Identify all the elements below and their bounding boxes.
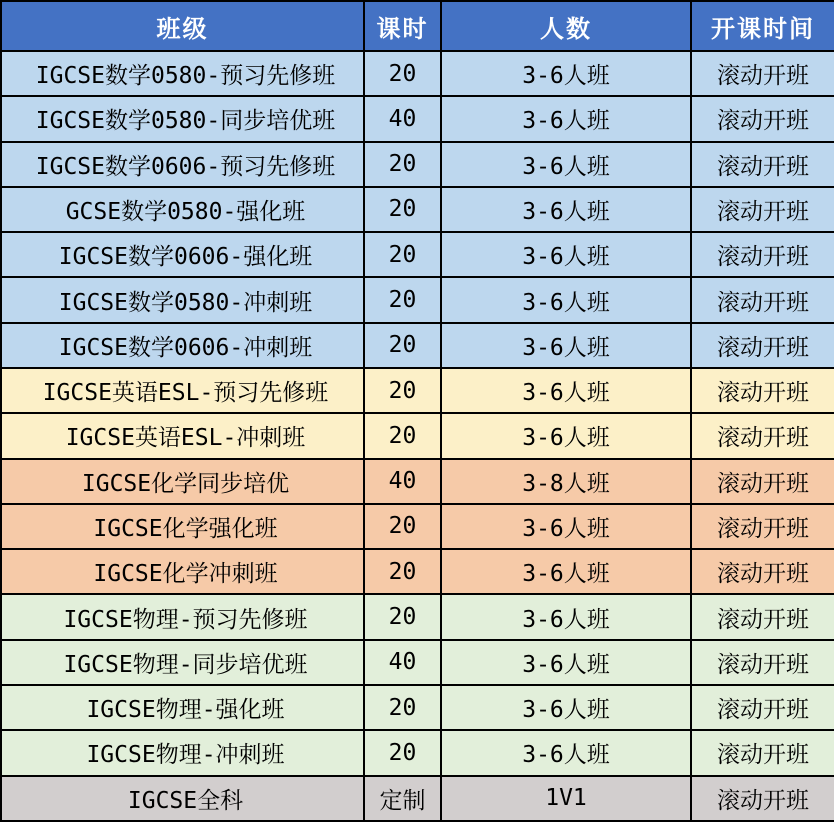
header-cell-start-time: 开课时间 (691, 1, 834, 51)
cell-class-name: IGCSE物理-预习先修班 (1, 594, 364, 639)
table-row (1, 640, 834, 685)
cell-hours: 40 (364, 640, 441, 685)
table-row (1, 96, 834, 141)
table-row (1, 142, 834, 187)
cell-class-size: 3-6人班 (441, 594, 691, 639)
cell-hours: 定制 (364, 776, 441, 822)
cell-class-size: 3-6人班 (441, 504, 691, 549)
cell-start-time: 滚动开班 (691, 96, 834, 141)
table-row (1, 277, 834, 322)
cell-hours: 20 (364, 549, 441, 594)
cell-start-time: 滚动开班 (691, 549, 834, 594)
cell-start-time: 滚动开班 (691, 640, 834, 685)
cell-class-name: IGCSE物理-强化班 (1, 685, 364, 730)
cell-hours: 20 (364, 504, 441, 549)
header-cell-hours: 课时 (364, 1, 441, 51)
table-row (1, 323, 834, 368)
table-row (1, 51, 834, 96)
cell-start-time: 滚动开班 (691, 187, 834, 232)
cell-hours: 20 (364, 277, 441, 322)
cell-class-name: IGCSE数学0580-冲刺班 (1, 277, 364, 322)
cell-hours: 20 (364, 187, 441, 232)
table-row (1, 549, 834, 594)
cell-start-time: 滚动开班 (691, 413, 834, 458)
cell-start-time: 滚动开班 (691, 504, 834, 549)
cell-class-name: IGCSE化学强化班 (1, 504, 364, 549)
cell-start-time: 滚动开班 (691, 323, 834, 368)
cell-class-name: IGCSE数学0580-同步培优班 (1, 96, 364, 141)
cell-hours: 20 (364, 368, 441, 413)
cell-class-name: IGCSE数学0606-预习先修班 (1, 142, 364, 187)
header-row (1, 1, 834, 51)
cell-start-time: 滚动开班 (691, 730, 834, 775)
cell-hours: 40 (364, 459, 441, 504)
cell-class-size: 3-6人班 (441, 730, 691, 775)
table-row (1, 685, 834, 730)
cell-class-size: 3-6人班 (441, 413, 691, 458)
cell-class-name: IGCSE英语ESL-预习先修班 (1, 368, 364, 413)
cell-hours: 20 (364, 51, 441, 96)
table-row (1, 459, 834, 504)
cell-class-size: 3-6人班 (441, 323, 691, 368)
cell-hours: 20 (364, 413, 441, 458)
table-row (1, 368, 834, 413)
cell-class-size: 3-8人班 (441, 459, 691, 504)
cell-class-size: 3-6人班 (441, 685, 691, 730)
table-row (1, 504, 834, 549)
cell-class-size: 3-6人班 (441, 640, 691, 685)
cell-hours: 20 (364, 685, 441, 730)
cell-start-time: 滚动开班 (691, 277, 834, 322)
cell-start-time: 滚动开班 (691, 368, 834, 413)
header-cell-class-size: 人数 (441, 1, 691, 51)
cell-start-time: 滚动开班 (691, 776, 834, 822)
cell-hours: 20 (364, 232, 441, 277)
cell-class-name: IGCSE化学冲刺班 (1, 549, 364, 594)
cell-class-name: IGCSE全科 (1, 776, 364, 822)
cell-class-size: 3-6人班 (441, 232, 691, 277)
cell-class-size: 3-6人班 (441, 51, 691, 96)
cell-start-time: 滚动开班 (691, 685, 834, 730)
cell-class-name: IGCSE英语ESL-冲刺班 (1, 413, 364, 458)
cell-class-size: 3-6人班 (441, 277, 691, 322)
cell-start-time: 滚动开班 (691, 232, 834, 277)
cell-class-size: 3-6人班 (441, 368, 691, 413)
cell-class-size: 3-6人班 (441, 187, 691, 232)
cell-class-size: 3-6人班 (441, 142, 691, 187)
cell-class-name: IGCSE数学0606-强化班 (1, 232, 364, 277)
cell-hours: 20 (364, 730, 441, 775)
table-row (1, 730, 834, 775)
table-body (1, 51, 834, 821)
cell-class-name: GCSE数学0580-强化班 (1, 187, 364, 232)
cell-hours: 20 (364, 594, 441, 639)
table-row (1, 413, 834, 458)
cell-class-name: IGCSE物理-同步培优班 (1, 640, 364, 685)
cell-class-name: IGCSE化学同步培优 (1, 459, 364, 504)
header-cell-class-name: 班级 (1, 1, 364, 51)
cell-start-time: 滚动开班 (691, 459, 834, 504)
cell-class-size: 1V1 (441, 776, 691, 822)
cell-hours: 20 (364, 323, 441, 368)
cell-class-name: IGCSE数学0580-预习先修班 (1, 51, 364, 96)
table-row (1, 232, 834, 277)
cell-class-size: 3-6人班 (441, 549, 691, 594)
cell-start-time: 滚动开班 (691, 51, 834, 96)
cell-class-name: IGCSE物理-冲刺班 (1, 730, 364, 775)
cell-start-time: 滚动开班 (691, 594, 834, 639)
cell-class-size: 3-6人班 (441, 96, 691, 141)
table-row (1, 594, 834, 639)
table-row (1, 187, 834, 232)
cell-class-name: IGCSE数学0606-冲刺班 (1, 323, 364, 368)
cell-hours: 40 (364, 96, 441, 141)
cell-hours: 20 (364, 142, 441, 187)
cell-start-time: 滚动开班 (691, 142, 834, 187)
table-row (1, 776, 834, 822)
